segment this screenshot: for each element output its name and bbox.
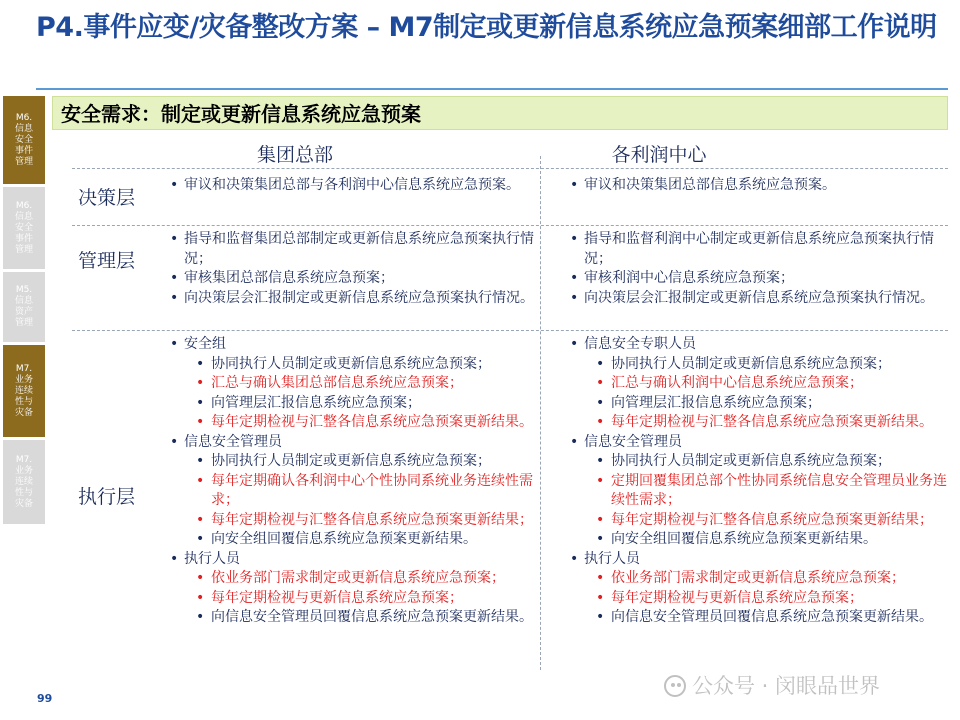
sub-item: • 向管理层汇报信息系统应急预案； (564, 394, 948, 414)
sub-item: • 协同执行人员制定或更新信息系统应急预案； (164, 452, 534, 472)
sub-item: • 协同执行人员制定或更新信息系统应急预案； (164, 355, 534, 375)
requirement-banner (52, 96, 948, 130)
list-item: • 向决策层会汇报制定或更新信息系统应急预案执行情况。 (564, 289, 948, 309)
sub-item: • 协同执行人员制定或更新信息系统应急预案； (564, 452, 948, 472)
row-divider (72, 225, 948, 226)
sub-item-highlight: • 每年定期检视与汇整各信息系统应急预案更新结果； (564, 511, 948, 531)
group-heading: • 信息安全专职人员 (564, 335, 948, 355)
execution-pc-cell (564, 335, 948, 628)
wechat-icon (664, 675, 686, 697)
page-number: 99 (37, 692, 53, 705)
requirement-text: 安全需求：制定或更新信息系统应急预案 (61, 102, 421, 126)
decision-pc-cell (564, 176, 948, 196)
sub-item-highlight: • 定期回覆集团总部个性协同系统信息安全管理员业务连续性需求； (564, 472, 948, 511)
group-heading: • 执行人员 (164, 550, 534, 570)
sub-item: • 向安全组回覆信息系统应急预案更新结果。 (564, 530, 948, 550)
list-item: • 向决策层会汇报制定或更新信息系统应急预案执行情况。 (164, 289, 534, 309)
sidebar-item-m7[interactable]: M7.业务连续性与灾备 (3, 440, 45, 524)
sub-item-highlight: • 汇总与确认利润中心信息系统应急预案； (564, 374, 948, 394)
sidebar-item-m6-active[interactable]: M6.信息安全事件管理 (3, 96, 45, 184)
group-heading: • 执行人员 (564, 550, 948, 570)
row-label-management: 管理层 (78, 250, 136, 272)
list-item: • 审议和决策集团总部信息系统应急预案。 (564, 176, 948, 196)
list-item: • 审核集团总部信息系统应急预案； (164, 269, 534, 289)
sidebar-item-m6[interactable]: M6.信息安全事件管理 (3, 187, 45, 269)
group-heading: • 安全组 (164, 335, 534, 355)
sub-item-highlight: • 每年定期检视与汇整各信息系统应急预案更新结果。 (564, 413, 948, 433)
row-divider (72, 330, 948, 331)
list-item: • 指导和监督利润中心制定或更新信息系统应急预案执行情况； (564, 230, 948, 269)
sub-item: • 协同执行人员制定或更新信息系统应急预案； (564, 355, 948, 375)
sub-item-highlight: • 每年定期检视与更新信息系统应急预案； (564, 589, 948, 609)
sub-item-highlight: • 依业务部门需求制定或更新信息系统应急预案； (564, 569, 948, 589)
sub-item: • 向信息安全管理员回覆信息系统应急预案更新结果。 (564, 608, 948, 628)
management-hq-cell (164, 230, 534, 308)
page-title: P4.事件应变/灾备整改方案 – M7制定或更新信息系统应急预案细部工作说明 (36, 12, 937, 43)
list-item: • 审议和决策集团总部与各利润中心信息系统应急预案。 (164, 176, 534, 196)
sub-item-highlight: • 汇总与确认集团总部信息系统应急预案； (164, 374, 534, 394)
group-heading: • 信息安全管理员 (564, 433, 948, 453)
sub-item-highlight: • 每年定期检视与汇整各信息系统应急预案更新结果。 (164, 413, 534, 433)
sub-item: • 向信息安全管理员回覆信息系统应急预案更新结果。 (164, 608, 534, 628)
sub-item: • 向管理层汇报信息系统应急预案； (164, 394, 534, 414)
sub-item-highlight: • 依业务部门需求制定或更新信息系统应急预案； (164, 569, 534, 589)
list-item: • 审核利润中心信息系统应急预案； (564, 269, 948, 289)
column-divider (540, 156, 541, 670)
list-item: • 指导和监督集团总部制定或更新信息系统应急预案执行情况； (164, 230, 534, 269)
row-label-decision: 决策层 (78, 187, 136, 209)
sub-item-highlight: • 每年定期检视与更新信息系统应急预案； (164, 589, 534, 609)
sidebar-item-m7-active[interactable]: M7.业务连续性与灾备 (3, 345, 45, 437)
column-header-group-hq: 集团总部 (256, 144, 333, 166)
row-divider (72, 168, 948, 169)
watermark-text: 公众号 · 闵眼品世界 (692, 674, 881, 698)
management-pc-cell (564, 230, 948, 308)
sub-item: • 向安全组回覆信息系统应急预案更新结果。 (164, 530, 534, 550)
sub-item-highlight: • 每年定期确认各利润中心个性协同系统业务连续性需求； (164, 472, 534, 511)
row-label-execution: 执行层 (78, 486, 136, 508)
sidebar-item-m5[interactable]: M5.信息资产管理 (3, 272, 45, 342)
watermark (664, 672, 944, 700)
column-header-profit-centers: 各利润中心 (611, 144, 707, 166)
sub-item-highlight: • 每年定期检视与汇整各信息系统应急预案更新结果； (164, 511, 534, 531)
decision-hq-cell (164, 176, 534, 196)
title-divider (36, 88, 948, 90)
execution-hq-cell (164, 335, 534, 628)
group-heading: • 信息安全管理员 (164, 433, 534, 453)
